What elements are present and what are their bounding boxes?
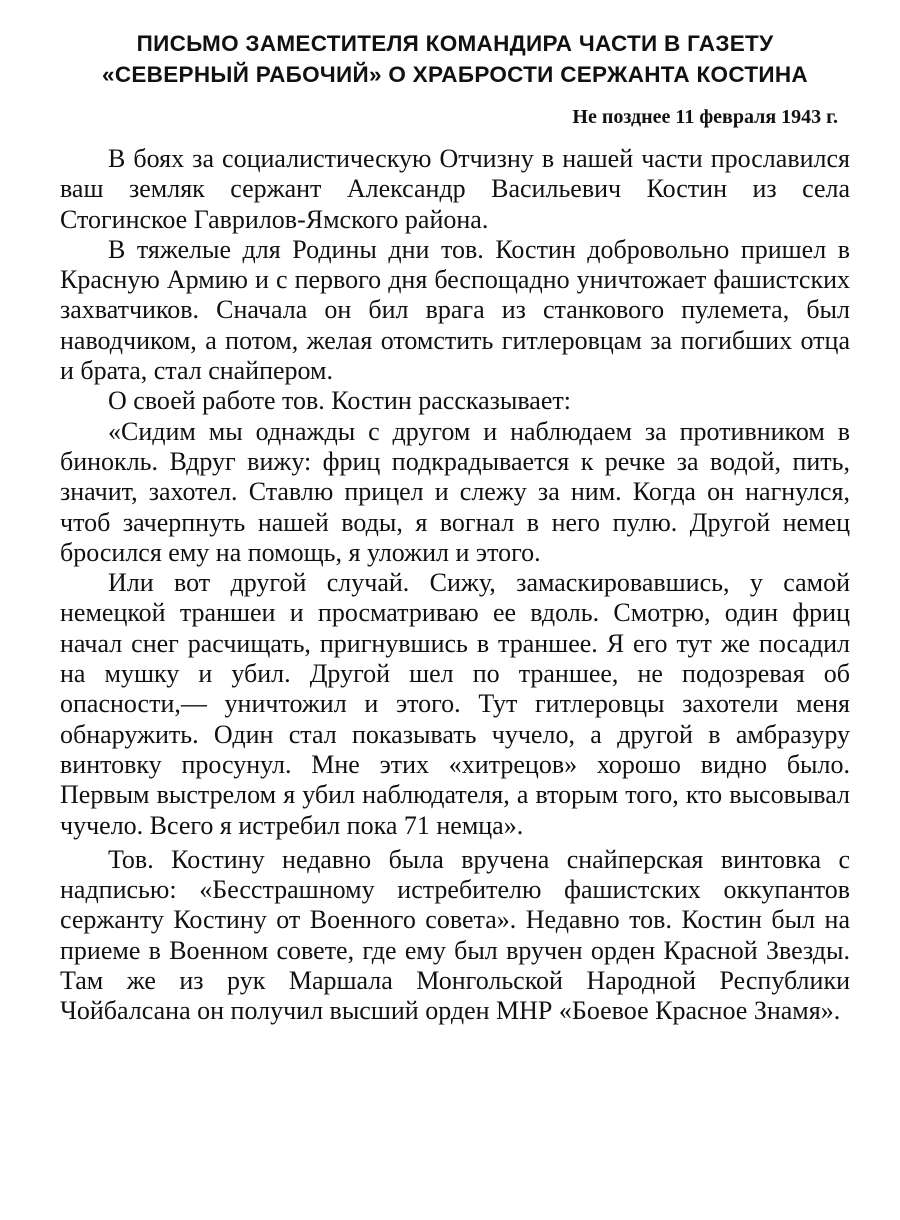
paragraph: В боях за социалистическую Отчизну в нашей части прославился ваш земляк сержант Александр Васильевич Костин из села Стогинское Гаврилов-Ямского района. bbox=[60, 144, 850, 234]
title-line-2: «СЕВЕРНЫЙ РАБОЧИЙ» О ХРАБРОСТИ СЕРЖАНТА КОСТИНА bbox=[102, 62, 808, 87]
paragraph: Или вот другой случай. Сижу, замаскировавшись, у самой немецкой траншеи и просматриваю ее вдоль. Смотрю, один фриц начал снег расчищать, пригнувшись в траншее. Я его тут же посадил на мушку и убил. Другой шел по траншее, не подозревая об опасности,— уничтожил и этого. Тут гитлеровцы захотели меня обнаружить. Один стал показывать чучело, а другой в амбразуру винтовку просунул. Мне этих «хитрецов» хорошо видно было. Первым выстрелом я убил наблюдателя, а вторым того, кто высовывал чучело. Всего я истребил пока 71 немца». bbox=[60, 568, 850, 840]
paragraph: О своей работе тов. Костин рассказывает: bbox=[108, 386, 571, 416]
document-page bbox=[60, 28, 850, 1027]
document-body bbox=[60, 144, 850, 1027]
title-line-1: ПИСЬМО ЗАМЕСТИТЕЛЯ КОМАНДИРА ЧАСТИ В ГАЗЕТУ bbox=[136, 31, 774, 56]
document-date: Не позднее 11 февраля 1943 г. bbox=[572, 106, 838, 128]
paragraph: Тов. Костину недавно была вручена снайперская винтовка с надписью: «Бесстрашному истребителю фашистских оккупантов сержанту Костину от Военного совета». Недавно тов. Костин был на приеме в Военном совете, где ему был вручен орден Красной Звезды. Там же из рук Маршала Монгольской Народной Республики Чойбалсана он получил высший орден МНР «Боевое Красное Знамя». bbox=[60, 844, 850, 1026]
paragraph: «Сидим мы однажды с другом и наблюдаем за противником в бинокль. Вдруг вижу: фриц подкрадывается к речке за водой, пить, значит, захотел. Ставлю прицел и слежу за ним. Когда он нагнулся, чтоб зачерпнуть нашей воды, я вогнал в него пулю. Другой немец бросился ему на помощь, я уложил и этого. bbox=[60, 416, 850, 567]
paragraph: В тяжелые для Родины дни тов. Костин добровольно пришел в Красную Армию и с первого дня беспощадно уничтожает фашистских захватчиков. Сначала он бил врага из станкового пулемета, был наводчиком, а потом, желая отомстить гитлеровцам за погибших отца и брата, стал снайпером. bbox=[60, 234, 850, 386]
document-title bbox=[60, 28, 850, 90]
